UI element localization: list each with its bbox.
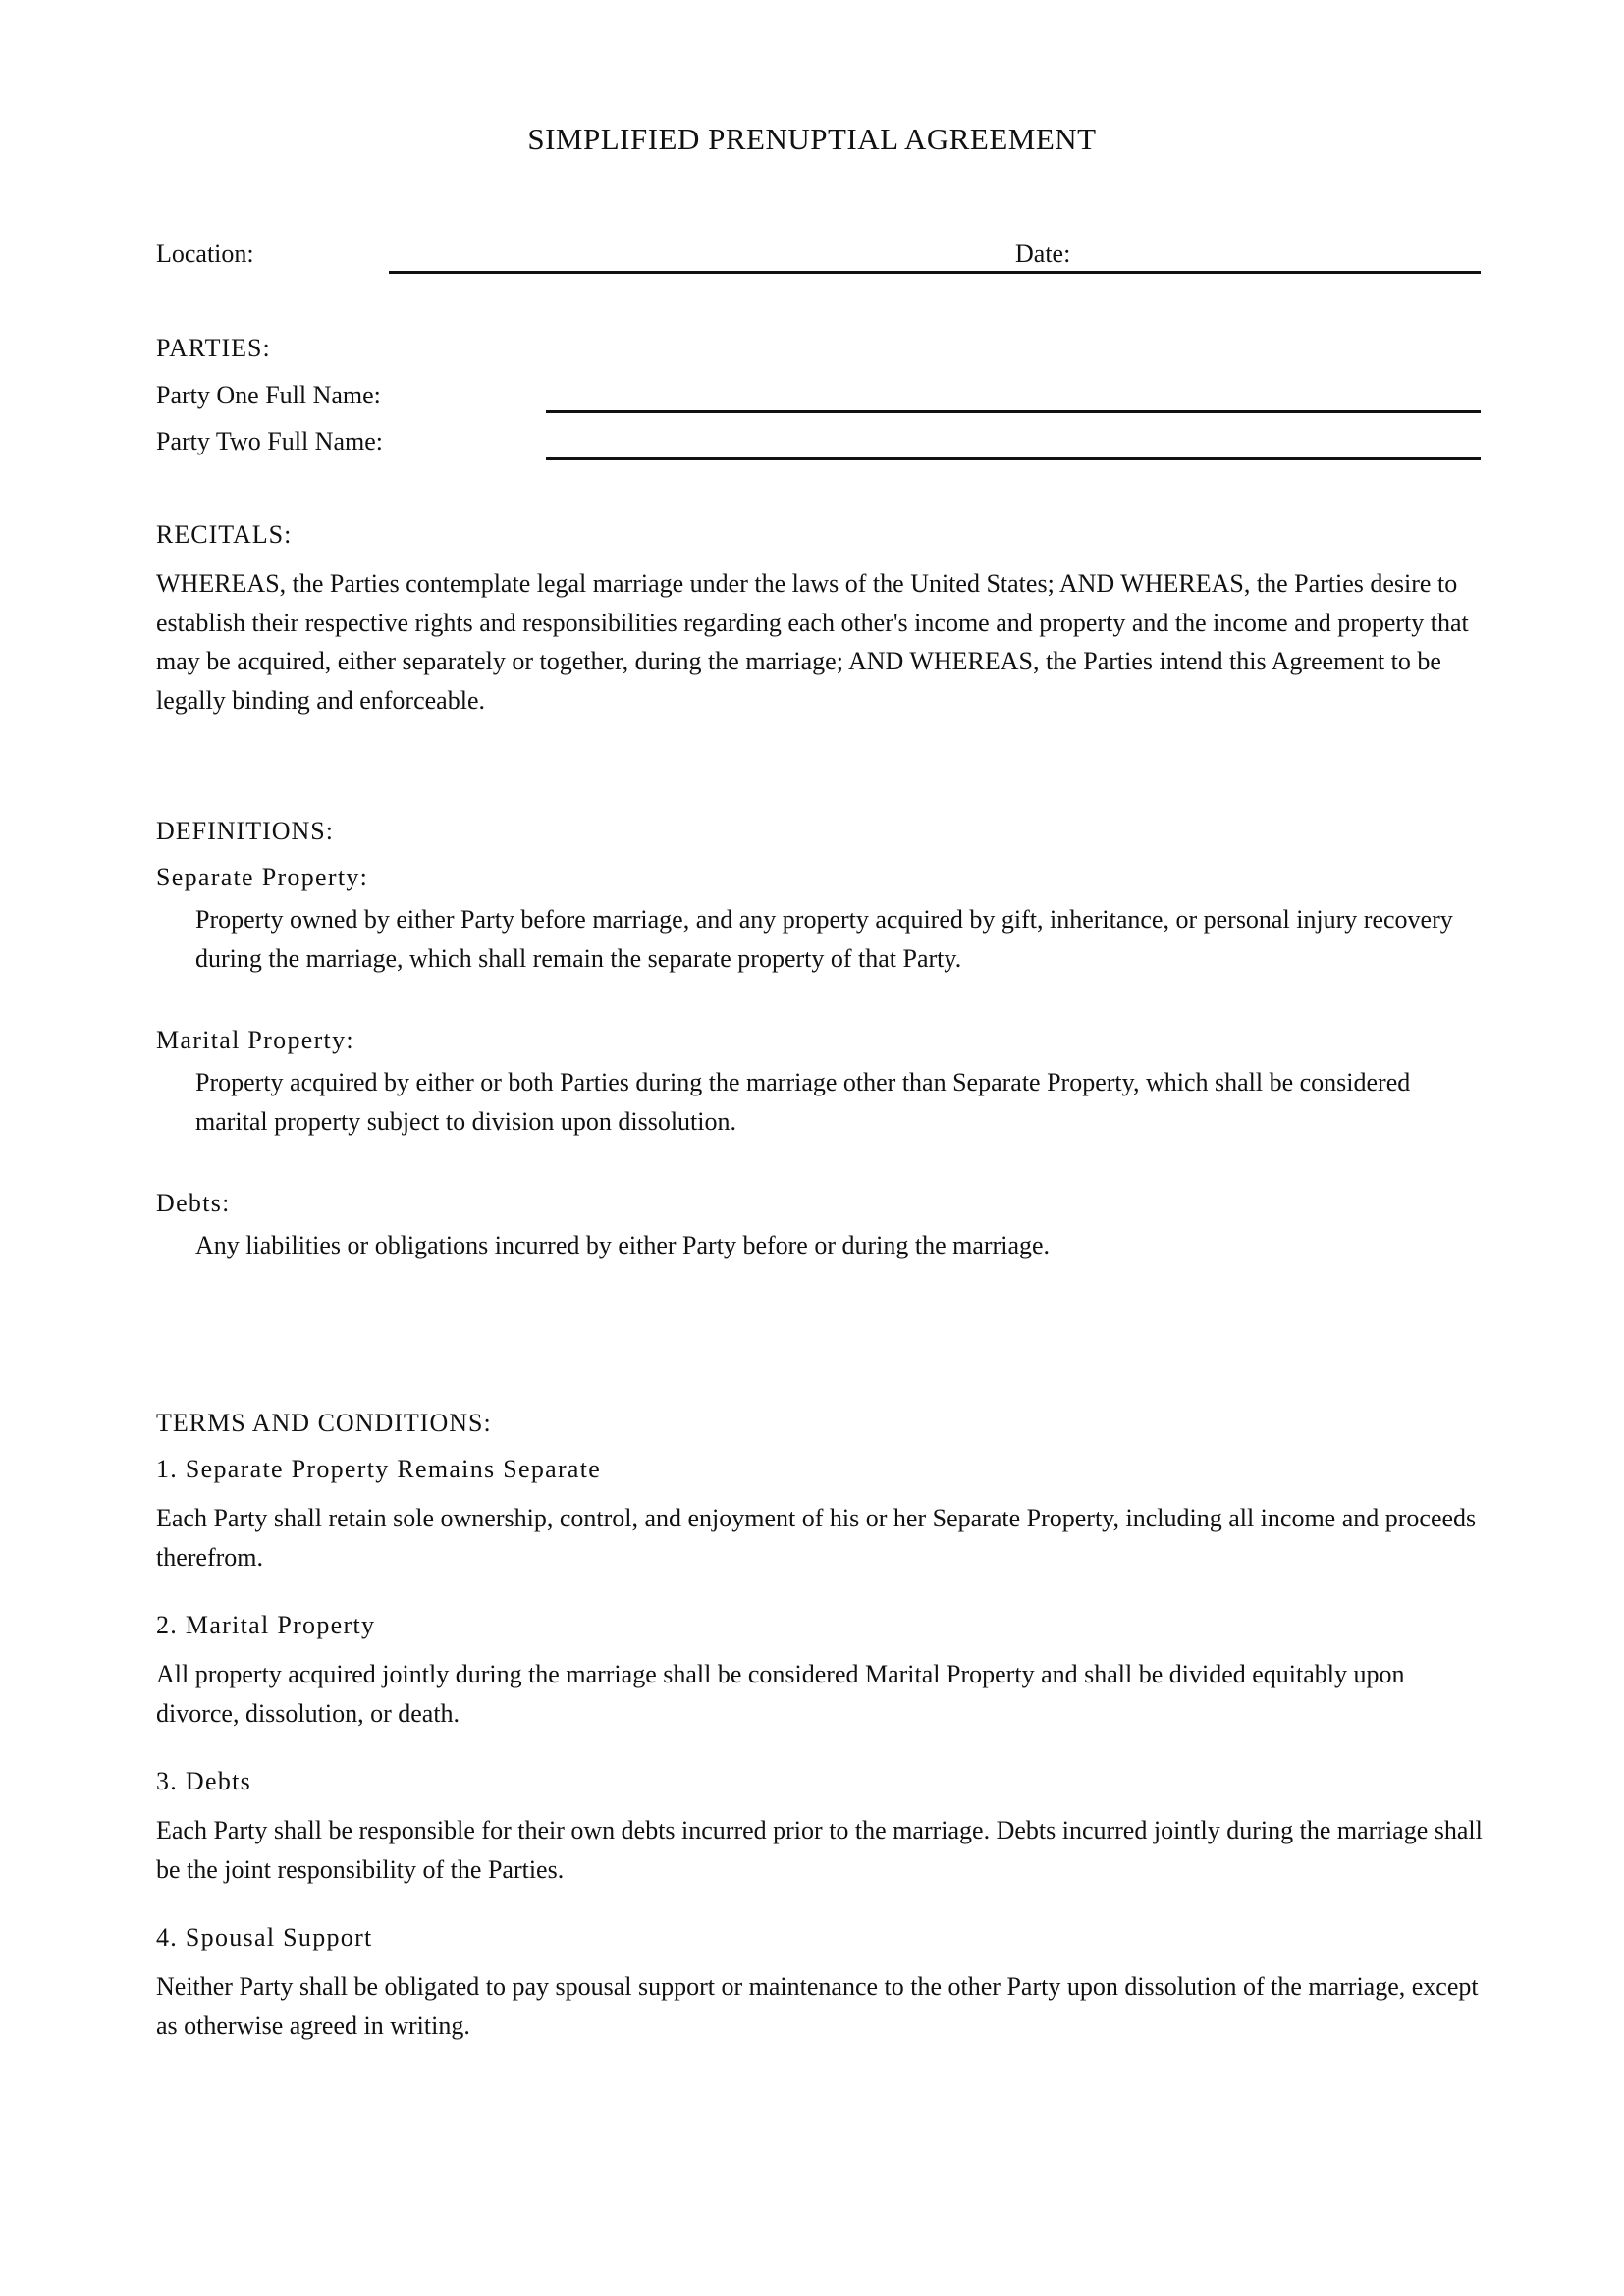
- definition-term-debts: Debts:: [156, 1189, 231, 1217]
- term-title-2: 2. Marital Property: [156, 1611, 376, 1639]
- term-text-2: All property acquired jointly during the marriage shall be considered Marital Property and shall be divided equitably upon divorce, dissolution, or death.: [156, 1660, 1405, 1728]
- definitions-heading: DEFINITIONS:: [156, 817, 334, 845]
- term-title-1: 1. Separate Property Remains Separate: [156, 1455, 602, 1483]
- definition-term-separate-property: Separate Property:: [156, 863, 369, 891]
- party-two-name-field[interactable]: [546, 457, 1481, 460]
- definition-text-separate-property: Property owned by either Party before marriage, and any property acquired by gift, inheritance, or personal injury recovery during the marriage, which shall remain the separate property of that Party.: [195, 905, 1453, 973]
- definition-text-debts: Any liabilities or obligations incurred by either Party before or during the marriage.: [195, 1231, 1051, 1259]
- date-label: Date:: [1015, 240, 1071, 268]
- recitals-text: WHEREAS, the Parties contemplate legal marriage under the laws of the United States; AND WHEREAS, the Parties desire to establish their respective rights and responsibilities regarding each other's income and property and the income and property that may be acquired, either separately or together, during the marriage; AND WHEREAS, the Parties intend this Agreement to be legally binding and enforceable.: [156, 569, 1469, 715]
- definition-term-marital-property: Marital Property:: [156, 1026, 354, 1054]
- party-one-name-field[interactable]: [546, 410, 1481, 413]
- definition-text-marital-property: Property acquired by either or both Parties during the marriage other than Separate Property, which shall be considered marital property subject to division upon dissolution.: [195, 1068, 1411, 1136]
- party-two-label: Party Two Full Name:: [156, 427, 383, 455]
- term-text-1: Each Party shall retain sole ownership, control, and enjoyment of his or her Separate Property, including all income and proceeds therefrom.: [156, 1504, 1477, 1572]
- party-one-label: Party One Full Name:: [156, 381, 381, 409]
- location-label: Location:: [156, 240, 254, 268]
- term-title-3: 3. Debts: [156, 1767, 252, 1795]
- date-field[interactable]: [1015, 271, 1481, 274]
- term-text-4: Neither Party shall be obligated to pay spousal support or maintenance to the other Party upon dissolution of the marriage, except as otherwise agreed in writing.: [156, 1972, 1479, 2040]
- terms-heading: TERMS AND CONDITIONS:: [156, 1409, 492, 1437]
- parties-heading: PARTIES:: [156, 334, 271, 362]
- document-title: SIMPLIFIED PRENUPTIAL AGREEMENT: [527, 122, 1097, 156]
- term-title-4: 4. Spousal Support: [156, 1923, 373, 1951]
- recitals-heading: RECITALS:: [156, 520, 293, 549]
- location-field[interactable]: [389, 271, 1015, 274]
- term-text-3: Each Party shall be responsible for their own debts incurred prior to the marriage. Debts incurred jointly during the marriage shall be the joint responsibility of the Parties.: [156, 1816, 1483, 1884]
